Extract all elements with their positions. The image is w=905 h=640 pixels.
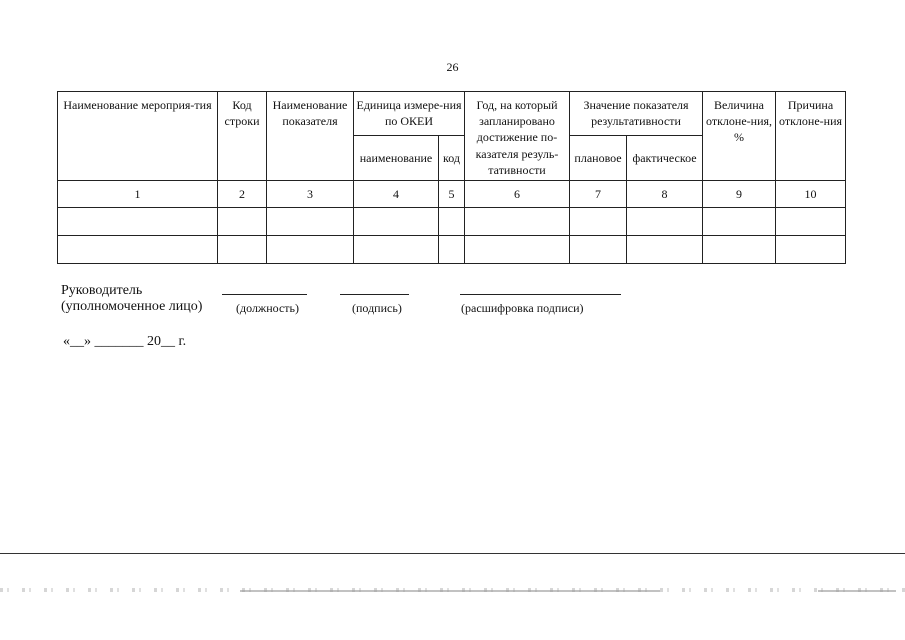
table-cell [439, 235, 465, 263]
header-planned: плановое [570, 135, 627, 180]
column-number-row [58, 180, 846, 207]
column-number: 4 [354, 180, 439, 207]
header-deviation-reason: Причина отклоне-ния [776, 92, 846, 181]
column-number: 9 [703, 180, 776, 207]
column-number: 8 [627, 180, 703, 207]
table-row [58, 207, 846, 235]
table-cell [627, 235, 703, 263]
table-cell [267, 235, 354, 263]
scan-artifact [818, 590, 896, 592]
table-cell [776, 207, 846, 235]
table-cell [354, 235, 439, 263]
header-event-name: Наименование мероприя-тия [58, 92, 218, 181]
column-number: 2 [218, 180, 267, 207]
table-cell [218, 235, 267, 263]
table-cell [703, 235, 776, 263]
header-unit: Единица измере-ния по ОКЕИ [354, 92, 465, 136]
header-actual: фактическое [627, 135, 703, 180]
header-planned-year: Год, на который запланировано достижение по-казателя резуль-тативности [465, 92, 570, 181]
header-indicator-value: Значение показателя результативности [570, 92, 703, 136]
header-unit-name: наименование [354, 135, 439, 180]
signature-line [340, 294, 409, 295]
decoding-line [460, 294, 621, 295]
column-number: 10 [776, 180, 846, 207]
table-cell [267, 207, 354, 235]
report-table [57, 91, 846, 264]
table-row [58, 235, 846, 263]
column-number: 7 [570, 180, 627, 207]
position-line [222, 294, 307, 295]
decoding-caption: (расшифровка подписи) [461, 301, 584, 315]
header-row [58, 92, 846, 136]
position-caption: (должность) [236, 301, 299, 315]
column-number: 6 [465, 180, 570, 207]
header-unit-code: код [439, 135, 465, 180]
table-cell [218, 207, 267, 235]
table-cell [570, 207, 627, 235]
table-cell [439, 207, 465, 235]
signature-caption: (подпись) [352, 301, 402, 315]
column-number: 1 [58, 180, 218, 207]
table-cell [465, 207, 570, 235]
signatory-title: Руководитель [61, 283, 143, 298]
scan-artifact [240, 590, 660, 592]
header-line-code: Код строки [218, 92, 267, 181]
table-cell [58, 235, 218, 263]
table-cell [627, 207, 703, 235]
table-cell [354, 207, 439, 235]
table-cell [465, 235, 570, 263]
page-number: 26 [446, 60, 459, 74]
date-line: «__» _______ 20__ г. [63, 334, 187, 349]
column-number: 3 [267, 180, 354, 207]
table-cell [703, 207, 776, 235]
table-cell [58, 207, 218, 235]
page-bottom-rule [0, 553, 905, 554]
signatory-subtitle: (уполномоченное лицо) [61, 299, 203, 314]
table-cell [776, 235, 846, 263]
header-deviation-value: Величина отклоне-ния, % [703, 92, 776, 181]
table-cell [570, 235, 627, 263]
column-number: 5 [439, 180, 465, 207]
header-indicator-name: Наименование показателя [267, 92, 354, 181]
